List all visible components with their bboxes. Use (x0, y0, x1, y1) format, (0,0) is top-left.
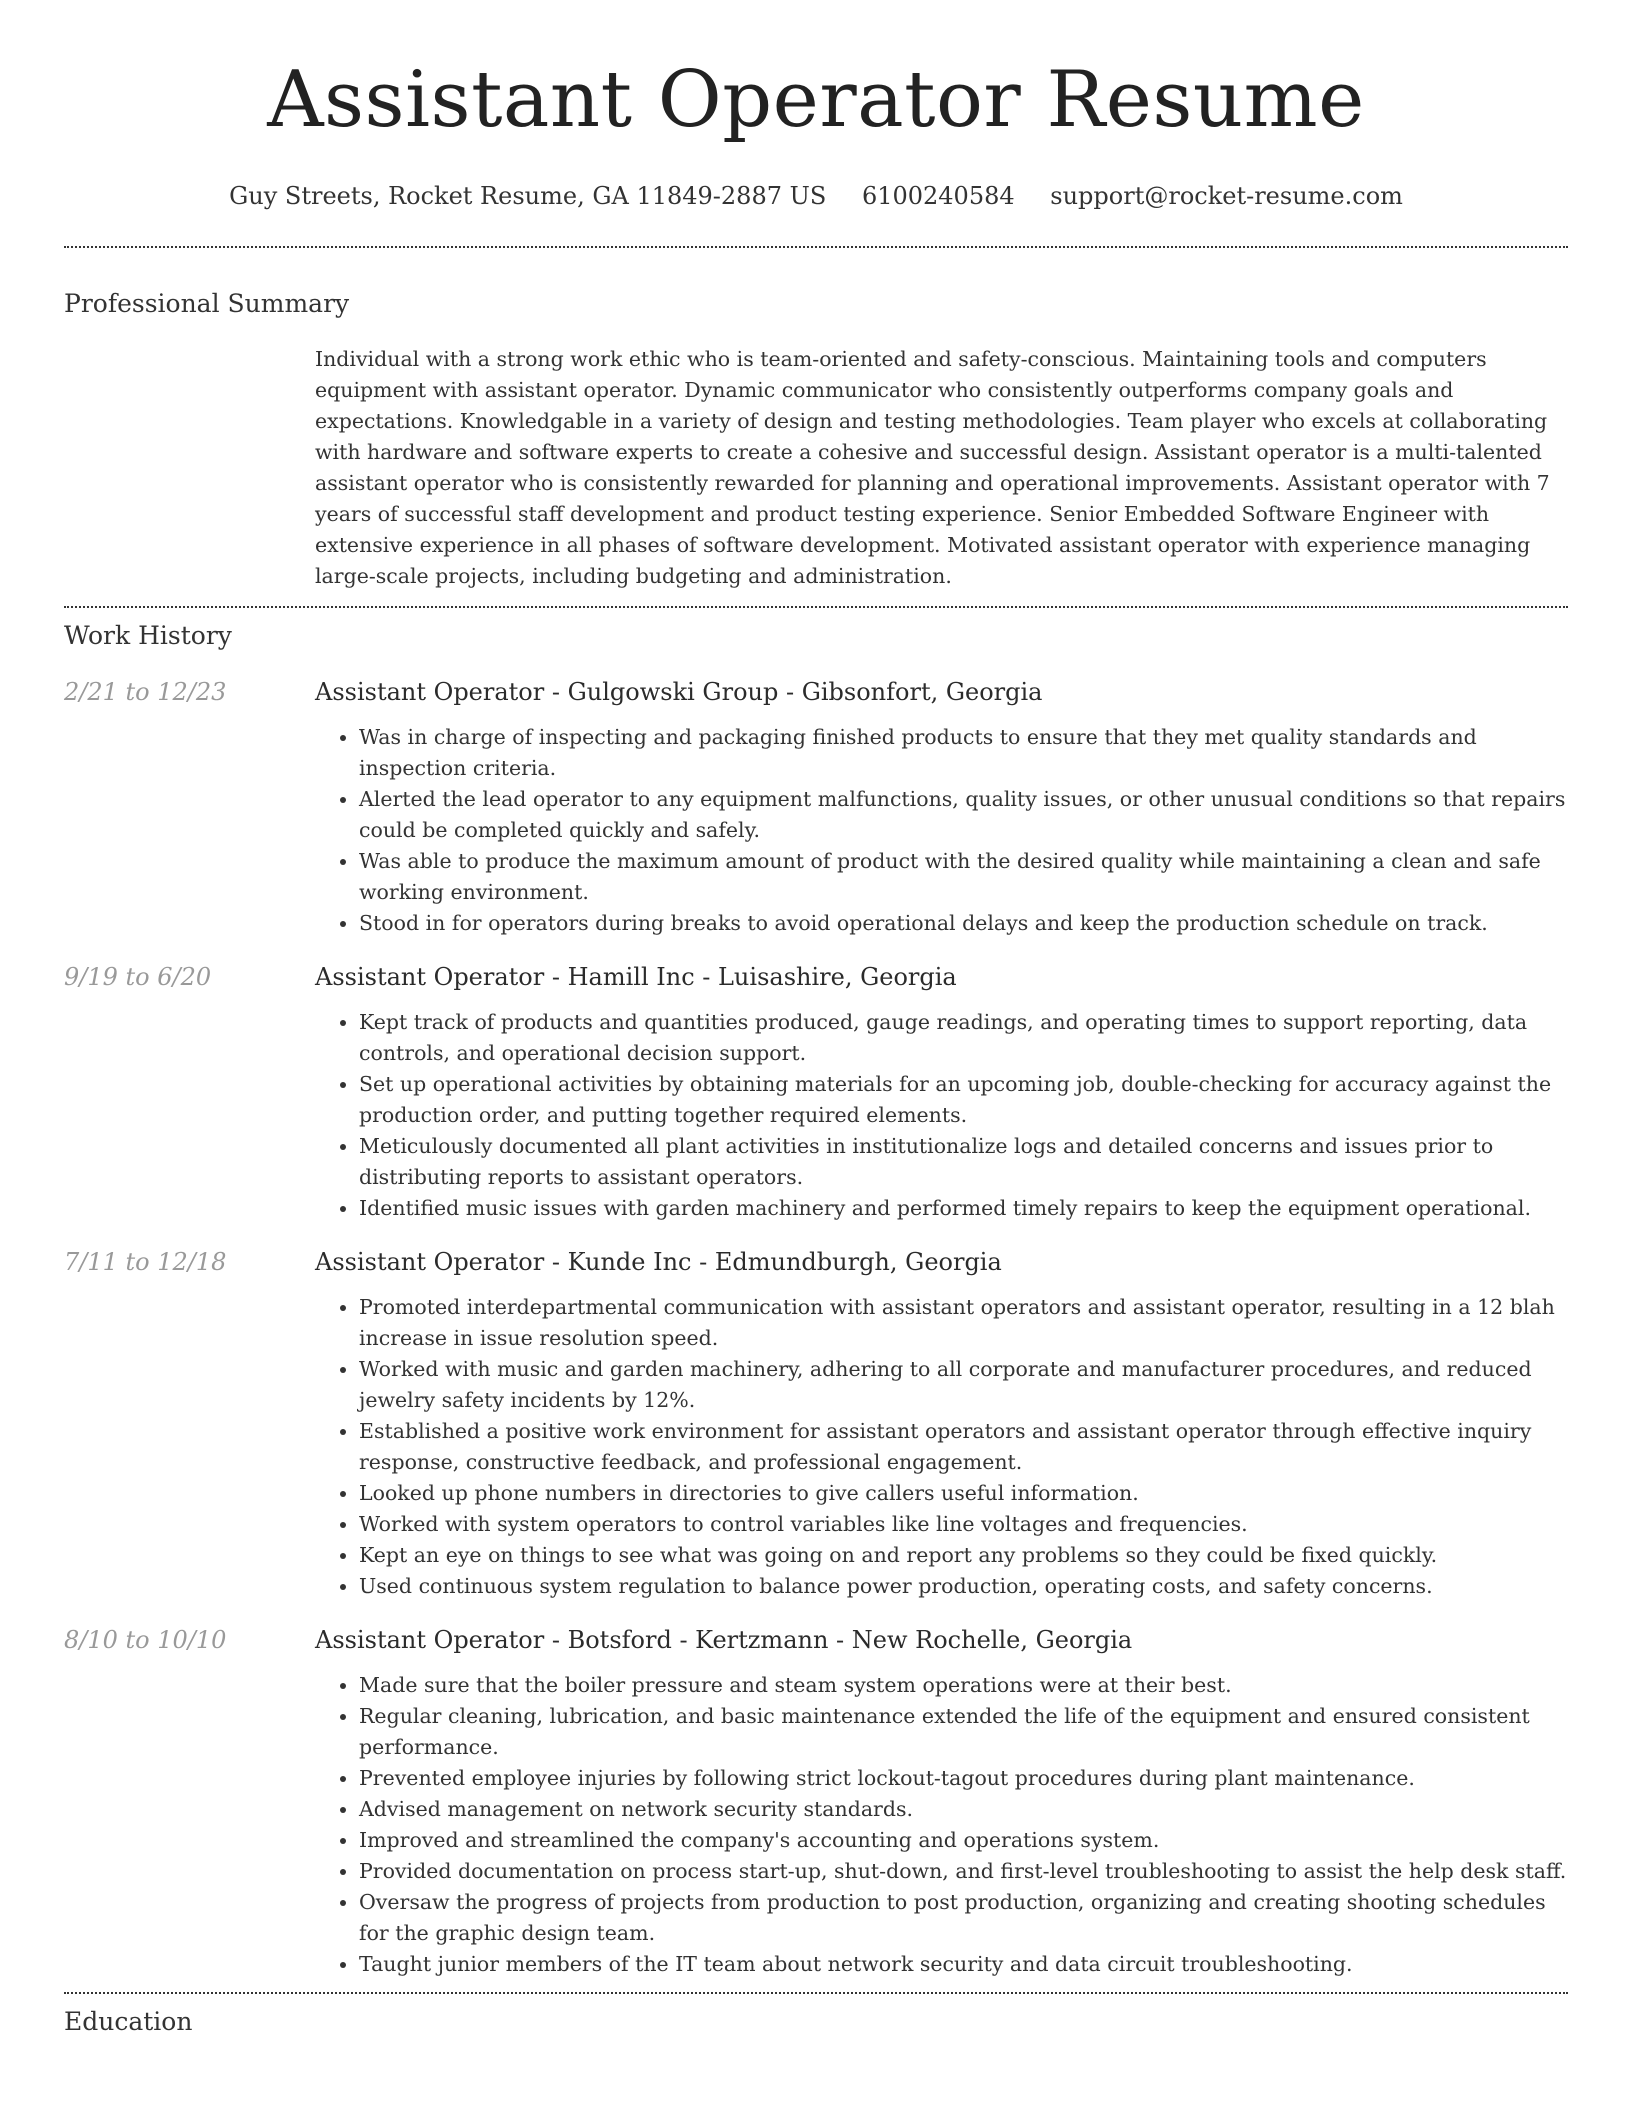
summary-heading: Professional Summary (64, 289, 350, 318)
job-bullets (315, 1292, 1568, 1602)
job-dates: 9/19 to 6/20 (64, 963, 212, 991)
divider (64, 246, 1568, 248)
job-title: Assistant Operator - Gulgowski Group - Gibsonfort, Georgia (315, 678, 1043, 706)
contact-address: Guy Streets, Rocket Resume, GA 11849-2887 US (229, 182, 827, 210)
job-title: Assistant Operator - Kunde Inc - Edmundburgh, Georgia (315, 1248, 1002, 1276)
job-bullet: • Worked with music and garden machinery, adhering to all corporate and manufacturer procedures, and reduced jewelry safety incidents by 12%. (359, 1354, 1568, 1416)
job-bullets (315, 722, 1568, 939)
job-bullet: • Stood in for operators during breaks to avoid operational delays and keep the production schedule on track. (359, 908, 1568, 939)
contact-line (64, 180, 1568, 212)
job-bullet: • Established a positive work environment for assistant operators and assistant operator through effective inquiry response, constructive feedback, and professional engagement. (359, 1416, 1568, 1478)
job-bullet: • Alerted the lead operator to any equipment malfunctions, quality issues, or other unusual conditions so that repairs could be completed quickly and safely. (359, 784, 1568, 846)
job-list (64, 676, 1568, 1980)
job-dates: 8/10 to 10/10 (64, 1626, 227, 1654)
job-bullet: • Promoted interdepartmental communication with assistant operators and assistant operator, resulting in a 12 blah increase in issue resolution speed. (359, 1292, 1568, 1354)
job-entry (64, 676, 1568, 939)
job-title: Assistant Operator - Hamill Inc - Luisashire, Georgia (315, 963, 957, 991)
job-bullet: • Prevented employee injuries by following strict lockout-tagout procedures during plant maintenance. (359, 1763, 1568, 1794)
job-title: Assistant Operator - Botsford - Kertzmann - New Rochelle, Georgia (315, 1626, 1133, 1654)
job-bullet: • Improved and streamlined the company's accounting and operations system. (359, 1825, 1568, 1856)
job-bullet: • Was able to produce the maximum amount of product with the desired quality while maintaining a clean and safe working environment. (359, 846, 1568, 908)
job-bullet: • Meticulously documented all plant activities in institutionalize logs and detailed concerns and issues prior to distributing reports to assistant operators. (359, 1131, 1568, 1193)
job-bullet: • Advised management on network security standards. (359, 1794, 1568, 1825)
job-bullet: • Identified music issues with garden machinery and performed timely repairs to keep the equipment operational. (359, 1193, 1568, 1224)
job-bullet: • Oversaw the progress of projects from production to post production, organizing and creating shooting schedules for the graphic design team. (359, 1887, 1568, 1949)
job-bullet: • Kept an eye on things to see what was going on and report any problems so they could be fixed quickly. (359, 1540, 1568, 1571)
job-bullet: • Regular cleaning, lubrication, and basic maintenance extended the life of the equipment and ensured consistent performance. (359, 1701, 1568, 1763)
job-bullet: • Was in charge of inspecting and packaging finished products to ensure that they met quality standards and inspection criteria. (359, 722, 1568, 784)
divider (64, 606, 1568, 608)
job-dates: 7/11 to 12/18 (64, 1248, 227, 1276)
resume-header (64, 0, 1568, 212)
job-bullet: • Kept track of products and quantities produced, gauge readings, and operating times to support reporting, data controls, and operational decision support. (359, 1007, 1568, 1069)
job-bullets (315, 1670, 1568, 1980)
job-dates: 2/21 to 12/23 (64, 678, 227, 706)
education-heading: Education (64, 2007, 193, 2036)
education-section (64, 2006, 1568, 2038)
job-bullet: • Looked up phone numbers in directories to give callers useful information. (359, 1478, 1568, 1509)
summary-text: Individual with a strong work ethic who is team-oriented and safety-conscious. Maintaining tools and computers equipment with assistant operator. Dynamic communicator who consistently outperforms company goals and expectations. Knowledgable in a variety of design and testing methodologies. Team player who excels at collaborating with hardware and software experts to create a cohesive and successful design. Assistant operator is a multi-talented assistant operator who is consistently rewarded for planning and operational improvements. Assistant operator with 7 years of successful staff development and product testing experience. Senior Embedded Software Engineer with extensive experience in all phases of software development. Motivated assistant operator with experience managing large-scale projects, including budgeting and administration. (315, 347, 1550, 588)
contact-email: support@rocket-resume.com (1050, 182, 1403, 210)
job-entry (64, 961, 1568, 1224)
job-bullet: • Worked with system operators to control variables like line voltages and frequencies. (359, 1509, 1568, 1540)
work-history-section (64, 620, 1568, 1980)
job-entry (64, 1624, 1568, 1980)
divider (64, 1992, 1568, 1994)
summary-section (64, 288, 1568, 592)
work-history-heading: Work History (64, 621, 232, 650)
job-bullets (315, 1007, 1568, 1224)
resume-title: Assistant Operator Resume (267, 55, 1365, 145)
job-entry (64, 1246, 1568, 1602)
job-bullet: • Made sure that the boiler pressure and steam system operations were at their best. (359, 1670, 1568, 1701)
job-bullet: • Taught junior members of the IT team about network security and data circuit troubleshooting. (359, 1949, 1568, 1980)
job-bullet: • Used continuous system regulation to balance power production, operating costs, and safety concerns. (359, 1571, 1568, 1602)
contact-phone: 6100240584 (861, 182, 1015, 210)
job-bullet: • Set up operational activities by obtaining materials for an upcoming job, double-checking for accuracy against the production order, and putting together required elements. (359, 1069, 1568, 1131)
job-bullet: • Provided documentation on process start-up, shut-down, and first-level troubleshooting to assist the help desk staff. (359, 1856, 1568, 1887)
